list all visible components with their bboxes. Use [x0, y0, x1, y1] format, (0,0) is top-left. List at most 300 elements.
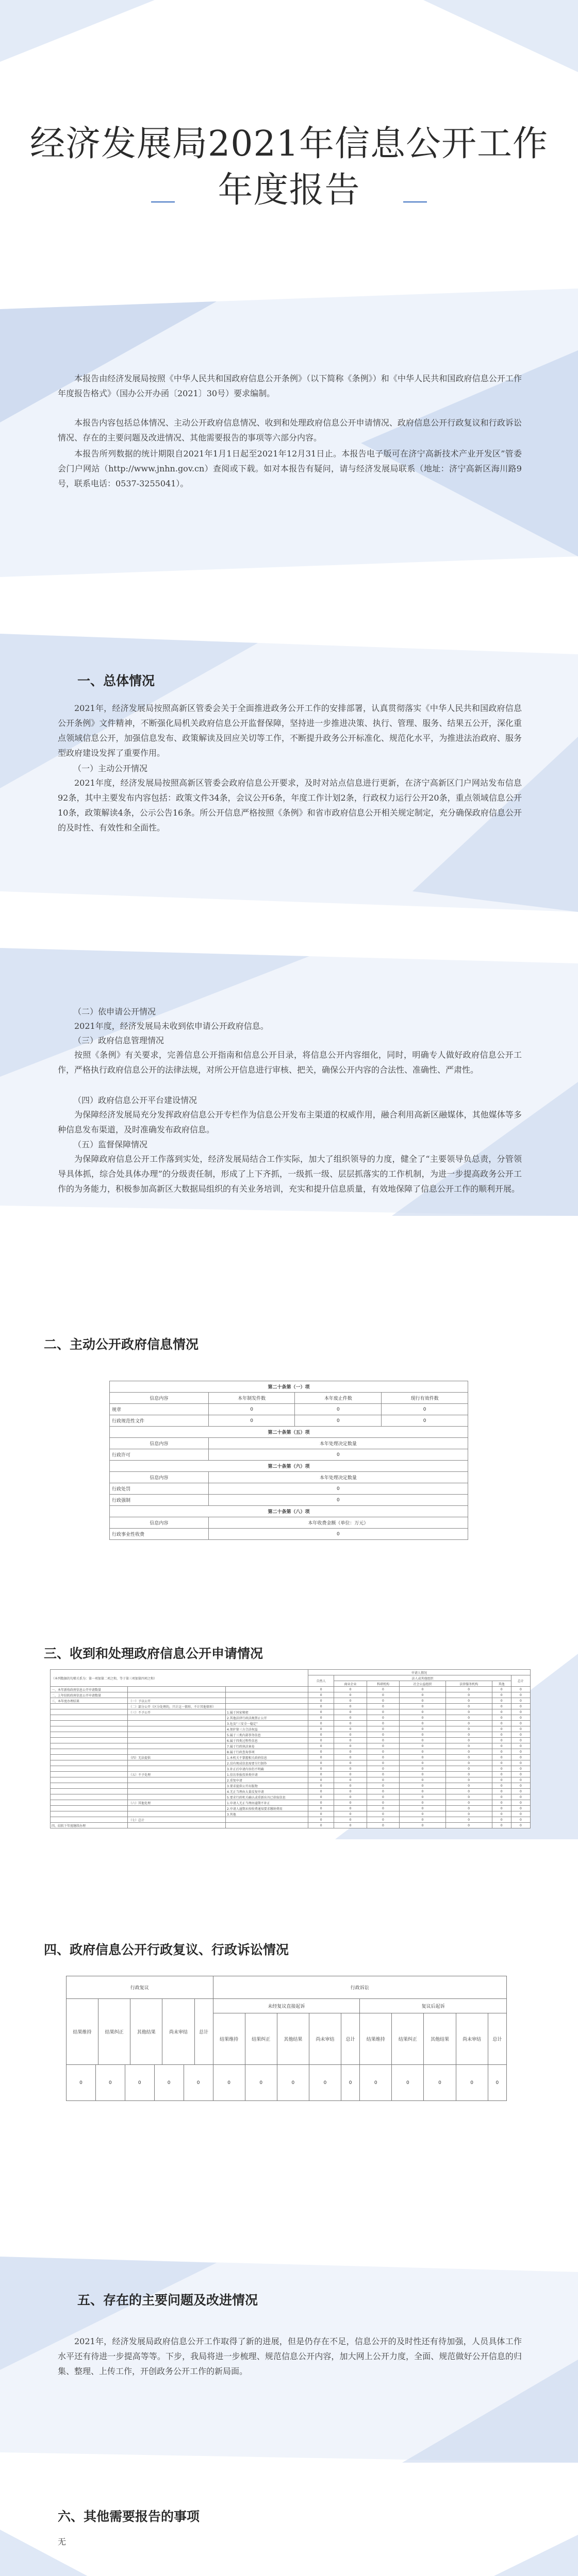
table-cell: 0 — [511, 1687, 530, 1692]
table-cell: 0 — [295, 1404, 382, 1415]
table-cell: 0 — [445, 1721, 492, 1726]
table-cell: 0 — [400, 1783, 446, 1789]
litigation-col-header: 结果纠正 — [392, 2013, 424, 2065]
table-cell: 0 — [511, 1749, 530, 1755]
table-cell: 0 — [445, 1692, 492, 1698]
row-label: 1.属于国家秘密 — [226, 1709, 308, 1715]
row-label — [128, 1794, 226, 1800]
row-label: 二、上年结转政府信息公开申请数量 — [51, 1692, 128, 1698]
table-cell: 0 — [367, 1704, 399, 1709]
table-row — [51, 1721, 531, 1726]
table-cell: 0 — [334, 1698, 367, 1704]
litigation-col-header: 总计 — [341, 2013, 360, 2065]
table-cell: 0 — [492, 1721, 511, 1726]
block3-header: 本年处理决定数量 — [208, 1472, 468, 1483]
row-label: （六）其他处理 — [128, 1800, 226, 1806]
table-row — [51, 1794, 531, 1800]
table-cell: 0 — [295, 1415, 382, 1427]
table-cell: 0 — [492, 1760, 511, 1766]
review-col-header: 结果纠正 — [98, 1999, 130, 2064]
table-cell: 0 — [492, 1687, 511, 1692]
table-cell: 0 — [367, 1766, 399, 1772]
table-cell: 0 — [277, 2065, 309, 2101]
table-cell: 0 — [334, 1823, 367, 1828]
row-label: 2.申请人逾期未按收费通知要求缴纳费用 — [226, 1806, 308, 1811]
row-label — [128, 1726, 226, 1732]
table-cell: 0 — [334, 1726, 367, 1732]
legal-col-header: 法律服务机构 — [445, 1681, 492, 1687]
row-label — [51, 1732, 128, 1738]
table-cell: 0 — [125, 2065, 154, 2101]
table-cell: 规章 — [110, 1404, 209, 1415]
table-cell: 0 — [492, 1704, 511, 1709]
table-cell: 0 — [382, 1404, 468, 1415]
table-cell: 0 — [308, 1755, 334, 1760]
row-label — [51, 1811, 128, 1817]
s1-sub1: （一）主动公开情况 — [73, 764, 148, 773]
s1-sub4: （四）政府信息公开平台建设情况 — [73, 1095, 197, 1105]
table-cell: 0 — [445, 1783, 492, 1789]
s1-paragraph-3: 2021年度，经济发展局未收到依申请公开政府信息。 — [74, 1021, 269, 1031]
row-label: （一）予以公开 — [128, 1698, 226, 1704]
table-cell: 0 — [445, 1811, 492, 1817]
row-label — [51, 1760, 128, 1766]
table-cell: 0 — [445, 1704, 492, 1709]
row-label: 6.属于四类过程性信息 — [226, 1738, 308, 1743]
row-label — [51, 1749, 128, 1755]
table-row — [51, 1760, 531, 1766]
table-cell: 0 — [308, 1721, 334, 1726]
row-label: （五）不予处理 — [128, 1772, 226, 1777]
table-cell: 0 — [400, 1732, 446, 1738]
table-cell: 0 — [445, 1806, 492, 1811]
row-label — [128, 1715, 226, 1721]
row-label: （三）不予公开 — [128, 1709, 226, 1715]
table-cell: 0 — [334, 1732, 367, 1738]
litigation-col-header: 总计 — [488, 2013, 506, 2065]
table-cell: 0 — [400, 1789, 446, 1794]
table-cell: 0 — [308, 1794, 334, 1800]
block1-header: 本年废止件数 — [295, 1393, 382, 1404]
block2-header: 信息内容 — [110, 1438, 209, 1449]
s1-sub5: （五）监督保障情况 — [73, 1140, 148, 1149]
table-cell: 0 — [492, 1772, 511, 1777]
review-cols-placeholder — [67, 1999, 213, 2065]
table-cell: 0 — [334, 1709, 367, 1715]
table-cell: 0 — [511, 1823, 530, 1828]
table-cell: 0 — [367, 1698, 399, 1704]
table-row — [51, 1743, 531, 1749]
table-cell: 0 — [400, 1704, 446, 1709]
row-label: 3.其他 — [226, 1811, 308, 1817]
row-label — [51, 1772, 128, 1777]
row-label — [51, 1755, 128, 1760]
section-2-title: 二、主动公开政府信息情况 — [44, 1337, 199, 1352]
table-cell: 0 — [445, 1698, 492, 1704]
table-cell: 0 — [208, 1495, 468, 1506]
review-litigation-table — [66, 1976, 507, 2101]
block1-header: 本年制发件数 — [208, 1393, 295, 1404]
table-cell: 0 — [308, 1749, 334, 1755]
table-cell: 0 — [208, 1415, 295, 1427]
s5-paragraph: 2021年，经济发展局政府信息公开工作取得了新的进展，但是仍存在不足，信息公开的及时性还有待加强，人员具体工作水平还有待进一步提高等等。下步，我局将进一步梳理、规范信息公开内容，加大网上公开力度，全面、规范做好公开信息的归集、整理、上传工作，开创政务公开工作的新局面。 — [58, 2336, 522, 2376]
row-label: 8.属于行政查询事项 — [226, 1749, 308, 1755]
table-cell: 0 — [367, 1789, 399, 1794]
block3-header: 信息内容 — [110, 1472, 209, 1483]
row-label — [51, 1715, 128, 1721]
row-label: 4.无正当理由大量反复申请 — [226, 1789, 308, 1794]
s1-paragraph-6: 为保障政府信息公开工作落到实处，经济发展局结合工作实际，加大了组织领导的力度，健全了“主要领导负总责，分管领导具体抓，综合处具体办理”的分级责任制，形成了上下齐抓，一级抓一级、层层抓落实的工作机制，为进一步提高政务公开工作的为务能力，积极参加高新区大数据局组织的有关业务培训，充实和提升信息质量，有效地保障了信息公开工作的顺利开展。 — [58, 1154, 522, 1194]
s1-sub2: （二）依申请公开情况 — [73, 1007, 156, 1016]
row-label — [128, 1743, 226, 1749]
title-decoration-right — [403, 201, 427, 202]
table-row — [51, 1687, 531, 1692]
table-cell: 0 — [334, 1692, 367, 1698]
table-cell: 0 — [492, 1777, 511, 1783]
table-cell: 0 — [308, 1811, 334, 1817]
table-cell: 0 — [492, 1794, 511, 1800]
table-row — [51, 1777, 531, 1783]
table-cell: 0 — [367, 1800, 399, 1806]
table-cell: 0 — [511, 1732, 530, 1738]
row-label: 2.重复申请 — [226, 1777, 308, 1783]
table-cell: 行政许可 — [110, 1449, 209, 1461]
table-row — [51, 1738, 531, 1743]
row-label — [51, 1721, 128, 1726]
row-label: 2.没有现成信息需要另行制作 — [226, 1760, 308, 1766]
table-cell: 0 — [511, 1755, 530, 1760]
table-cell: 0 — [456, 2065, 488, 2101]
table-cell: 0 — [360, 2065, 392, 2101]
table-cell: 0 — [492, 1709, 511, 1715]
table-cell: 0 — [492, 1743, 511, 1749]
report-title-line2: 年度报告 — [218, 170, 360, 211]
table-cell: 0 — [308, 1698, 334, 1704]
row-label: 3.危及“三安全一稳定” — [226, 1721, 308, 1726]
table-cell: 0 — [308, 1715, 334, 1721]
table-cell: 0 — [400, 1811, 446, 1817]
table-cell: 0 — [511, 1789, 530, 1794]
row-label — [128, 1692, 226, 1698]
block4-caption: 第二十条第（八）项 — [110, 1506, 468, 1517]
row-label — [128, 1806, 226, 1811]
table-cell: 0 — [95, 2065, 125, 2101]
table-cell: 0 — [334, 1721, 367, 1726]
row-label — [128, 1783, 226, 1789]
table-cell: 0 — [334, 1755, 367, 1760]
table-cell: 0 — [308, 1783, 334, 1789]
table-cell: 0 — [511, 1772, 530, 1777]
row-label — [51, 1726, 128, 1732]
row-label — [226, 1704, 308, 1709]
table-cell: 0 — [445, 1817, 492, 1823]
row-label — [51, 1794, 128, 1800]
table-row — [51, 1692, 531, 1698]
table-cell: 0 — [400, 1760, 446, 1766]
intro-paragraph-1: 本报告由经济发展局按照《中华人民共和国政府信息公开条例》（以下简称《条例》）和《中华人民共和国政府信息公开工作年度报告格式》（国办公开办函〔2021〕30号）要求编制。 — [58, 374, 522, 398]
table-cell: 0 — [334, 1704, 367, 1709]
row-label — [51, 1738, 128, 1743]
table-cell: 0 — [511, 1738, 530, 1743]
block1-header: 信息内容 — [110, 1393, 209, 1404]
table-cell: 0 — [511, 1777, 530, 1783]
table-cell: 0 — [334, 1760, 367, 1766]
row-label: 2.其他法律行政法规禁止公开 — [226, 1715, 308, 1721]
table-cell: 0 — [367, 1823, 399, 1828]
table-cell: 0 — [511, 1698, 530, 1704]
table-cell: 0 — [511, 1715, 530, 1721]
table-cell: 0 — [334, 1789, 367, 1794]
row-label — [128, 1811, 226, 1817]
table-cell: 0 — [511, 1704, 530, 1709]
table-cell: 0 — [511, 1692, 530, 1698]
block3-caption: 第二十条第（六）项 — [110, 1461, 468, 1472]
s1-paragraph-5: 为保障经济发展局充分发挥政府信息公开专栏作为信息公开发布主渠道的权威作用，融合利用高新区融媒体，其他媒体等多种信息发布渠道，及时准确发布政府信息。 — [58, 1110, 522, 1134]
s1-paragraph-2: 2021年度，经济发展局按照高新区管委会政府信息公开要求，及时对站点信息进行更新，在济宁高新区门户网站发布信息92条，其中主要发布内容包括：政策文件34条，会议公开6条，年度工作计划2条，行政权力运行公开20条，重点领域信息公开10条，政策解读4条，公示公告16条。所公开信息严格按照《条例》和省市政府信息公开相关规定制定，充分确保政府信息公开的及时性、有效性和全面性。 — [58, 778, 522, 833]
table-cell: 行政事业性收费 — [110, 1529, 209, 1540]
section-3-title: 三、收到和处理政府信息公开申请情况 — [44, 1646, 263, 1661]
table-row — [51, 1789, 531, 1794]
table-cell: 0 — [308, 1817, 334, 1823]
litigation-col-header: 结果维持 — [360, 2013, 392, 2065]
table-row — [51, 1811, 531, 1817]
table-cell: 0 — [400, 1721, 446, 1726]
table-cell: 0 — [445, 1794, 492, 1800]
table-cell: 0 — [400, 1766, 446, 1772]
block4-header: 信息内容 — [110, 1517, 209, 1529]
application-table-main-header: （本列数据的勾稽关系为：第一项加第二项之和，等于第三项加第四项之和） — [51, 1670, 308, 1687]
table-cell: 0 — [208, 1529, 468, 1540]
s1-sub3: （三）政府信息管理情况 — [73, 1036, 164, 1045]
table-cell: 0 — [308, 1806, 334, 1811]
row-label — [51, 1800, 128, 1806]
section-6-title: 六、其他需要报告的事项 — [58, 2509, 200, 2524]
table-cell: 0 — [367, 1777, 399, 1783]
table-cell: 0 — [334, 1749, 367, 1755]
table-cell: 0 — [400, 1772, 446, 1777]
litigation-col-header: 结果维持 — [213, 2013, 245, 2065]
table-cell: 0 — [245, 2065, 277, 2101]
table-cell: 0 — [392, 2065, 424, 2101]
row-label: （四）无法提供 — [128, 1755, 226, 1760]
table-cell: 0 — [492, 1738, 511, 1743]
table-cell: 0 — [400, 1817, 446, 1823]
table-cell: 0 — [400, 1794, 446, 1800]
table-cell: 0 — [367, 1726, 399, 1732]
table-cell: 0 — [511, 1794, 530, 1800]
table-cell: 0 — [400, 1692, 446, 1698]
row-label — [51, 1783, 128, 1789]
row-label — [226, 1687, 308, 1692]
block1-header: 现行有效件数 — [382, 1393, 468, 1404]
row-label: 四、结转下年度继续办理 — [51, 1823, 128, 1828]
table-row — [51, 1783, 531, 1789]
table-cell: 0 — [400, 1800, 446, 1806]
table-cell: 0 — [308, 1732, 334, 1738]
table-cell: 0 — [400, 1743, 446, 1749]
table-cell: 0 — [511, 1709, 530, 1715]
table-cell: 0 — [445, 1715, 492, 1721]
table-cell: 0 — [308, 1777, 334, 1783]
table-cell: 0 — [367, 1709, 399, 1715]
table-cell: 0 — [367, 1811, 399, 1817]
row-label — [51, 1789, 128, 1794]
row-label — [128, 1823, 226, 1828]
table-cell: 0 — [334, 1715, 367, 1721]
table-cell: 0 — [400, 1726, 446, 1732]
litigation-col-header: 尚未审结 — [309, 2013, 341, 2065]
table-cell: 0 — [334, 1811, 367, 1817]
table-row — [51, 1755, 531, 1760]
row-label: 5.属于三类内部事务信息 — [226, 1732, 308, 1738]
table-cell: 0 — [367, 1721, 399, 1726]
table-cell: 0 — [445, 1755, 492, 1760]
block4-header: 本年收费金额（单位：万元） — [208, 1517, 468, 1529]
row-label — [51, 1709, 128, 1715]
row-label — [128, 1732, 226, 1738]
table-cell: 0 — [367, 1772, 399, 1777]
table-cell: 0 — [334, 1743, 367, 1749]
row-label — [128, 1738, 226, 1743]
table-cell: 0 — [511, 1743, 530, 1749]
block2-header: 本年处理决定数量 — [208, 1438, 468, 1449]
row-label — [51, 1743, 128, 1749]
table-cell: 0 — [492, 1726, 511, 1732]
table-cell: 0 — [511, 1721, 530, 1726]
table-cell: 0 — [308, 1704, 334, 1709]
table-cell: 0 — [511, 1806, 530, 1811]
table-row — [51, 1749, 531, 1755]
section-5-title: 五、存在的主要问题及改进情况 — [77, 2293, 258, 2308]
review-col-header: 尚未审结 — [162, 1999, 194, 2064]
litigation-header: 行政诉讼 — [213, 1976, 506, 1999]
active-disclosure-table — [109, 1381, 468, 1540]
row-label — [128, 1766, 226, 1772]
table-cell: 0 — [213, 2065, 245, 2101]
table-cell: 0 — [492, 1698, 511, 1704]
table-cell: 0 — [308, 1766, 334, 1772]
table-cell: 0 — [492, 1783, 511, 1789]
table-cell: 0 — [334, 1783, 367, 1789]
table-row — [51, 1772, 531, 1777]
table-cell: 0 — [367, 1817, 399, 1823]
row-label: 1.申请人无正当理由逾期不补正 — [226, 1800, 308, 1806]
section-4-title: 四、政府信息公开行政复议、行政诉讼情况 — [44, 1942, 289, 1957]
table-cell: 0 — [400, 1709, 446, 1715]
table-row — [51, 1732, 531, 1738]
table-cell: 0 — [445, 1766, 492, 1772]
row-label — [51, 1766, 128, 1772]
row-label — [226, 1823, 308, 1828]
table-cell: 0 — [308, 1789, 334, 1794]
table-cell: 0 — [445, 1789, 492, 1794]
table-row — [51, 1698, 531, 1704]
table-cell: 0 — [400, 1749, 446, 1755]
table-cell: 行政规范性文件 — [110, 1415, 209, 1427]
row-label — [226, 1817, 308, 1823]
table-cell: 0 — [309, 2065, 341, 2101]
row-label — [128, 1789, 226, 1794]
block2-caption: 第二十条第（五）项 — [110, 1427, 468, 1438]
table-cell: 行政强制 — [110, 1495, 209, 1506]
table-cell: 0 — [511, 1800, 530, 1806]
s1-paragraph-1: 2021年，经济发展局按照高新区管委会关于全面推进政务公开工作的安排部署，认真贯彻落实《中华人民共和国政府信息公开条例》文件精神，不断强化局机关政府信息公开监督保障，坚持进一步推进决策、执行、管理、服务、结果五公开，深化重点领域信息公开，加强信息发布、政策解读及回应关切等工作，不断提升政务公开标准化、规范化水平，为推进法治政府、服务型政府建设发挥了重要作用。 — [58, 703, 522, 758]
table-cell: 0 — [400, 1687, 446, 1692]
row-label: 4.保护第三方合法权益 — [226, 1726, 308, 1732]
applicant-group-header: 申请人情况 — [308, 1670, 531, 1675]
row-label — [226, 1692, 308, 1698]
litigation-col-header: 其他结果 — [277, 2013, 309, 2065]
table-cell: 0 — [367, 1743, 399, 1749]
table-cell: 0 — [308, 1743, 334, 1749]
table-cell: 0 — [400, 1806, 446, 1811]
table-cell: 0 — [367, 1687, 399, 1692]
table-cell: 0 — [400, 1777, 446, 1783]
row-label — [128, 1760, 226, 1766]
table-cell: 0 — [445, 1732, 492, 1738]
row-label — [128, 1721, 226, 1726]
legal-col-header: 商业企业 — [334, 1681, 367, 1687]
table-cell: 0 — [492, 1817, 511, 1823]
table-cell: 0 — [445, 1823, 492, 1828]
table-cell: 0 — [400, 1755, 446, 1760]
litigation-col-header: 尚未审结 — [456, 2013, 488, 2065]
table-cell: 0 — [367, 1738, 399, 1743]
review-col-header: 结果维持 — [67, 1999, 98, 2064]
table-cell: 0 — [445, 1726, 492, 1732]
top-decoration — [0, 0, 578, 103]
table-cell: 0 — [308, 1760, 334, 1766]
row-label — [51, 1806, 128, 1811]
row-label: （二）部分公开（区分处理的，只计这一情形，不计其他情形） — [128, 1704, 226, 1709]
table-cell: 0 — [511, 1817, 530, 1823]
litigation-col-header: 其他结果 — [424, 2013, 456, 2065]
table-cell: 0 — [308, 1692, 334, 1698]
table-cell: 0 — [184, 2065, 213, 2101]
table-cell: 0 — [67, 2065, 96, 2101]
table-cell: 0 — [445, 1738, 492, 1743]
intro-paragraph-3: 本报告所列数据的统计期限自2021年1月1日起至2021年12月31日止。本报告电子版可在济宁高新技术产业开发区”管委会门户网站（http://www.jnhn.gov.cn）查阅或下载。如对本报告有疑问，请与经济发展局联系（地址：济宁高新区海川路9号，联系电话：0537-3255041）。 — [58, 449, 522, 488]
table-cell: 0 — [334, 1738, 367, 1743]
s1-paragraph-4: 按照《条例》有关要求，完善信息公开指南和信息公开目录，将信息公开内容细化，同时，明确专人做好政府信息公开工作，严格执行政府信息公开的法律法规，对所公开信息进行审核、把关，确保公开内容的合法性、准确性、严肃性。 — [58, 1050, 522, 1075]
row-label: 1.信访举报投诉类申请 — [226, 1772, 308, 1777]
table-cell: 0 — [492, 1715, 511, 1721]
review-col-header: 总计 — [199, 2030, 209, 2035]
s6-paragraph: 无 — [58, 2537, 67, 2547]
direct-suit-header: 未经复议直接起诉 — [213, 1999, 360, 2013]
table-cell: 0 — [308, 1800, 334, 1806]
intro-paragraph-2: 本报告内容包括总体情况、主动公开政府信息情况、收到和处理政府信息公开申请情况、政府信息公开行政复议和行政诉讼情况、存在的主要问题及改进情况、其他需要报告的事项等六部分内容。 — [58, 418, 522, 443]
table-cell: 0 — [208, 1404, 295, 1415]
table-cell: 0 — [208, 1449, 468, 1461]
row-label: 7.属于行政执法案卷 — [226, 1743, 308, 1749]
after-review-header: 复议后起诉 — [360, 1999, 507, 2013]
table-cell: 0 — [400, 1738, 446, 1743]
table-cell: 0 — [334, 1817, 367, 1823]
table-cell: 0 — [492, 1806, 511, 1811]
table-row — [51, 1715, 531, 1721]
table-cell: 0 — [492, 1749, 511, 1755]
table-cell: 0 — [511, 1783, 530, 1789]
table-cell: 0 — [492, 1766, 511, 1772]
table-cell: 0 — [445, 1749, 492, 1755]
litigation-col-header: 结果纠正 — [245, 2013, 277, 2065]
table-cell: 行政处罚 — [110, 1483, 209, 1495]
legal-col-header: 社会公益组织 — [400, 1681, 446, 1687]
table-cell: 0 — [367, 1806, 399, 1811]
table-cell: 0 — [308, 1823, 334, 1828]
table-cell: 0 — [334, 1806, 367, 1811]
